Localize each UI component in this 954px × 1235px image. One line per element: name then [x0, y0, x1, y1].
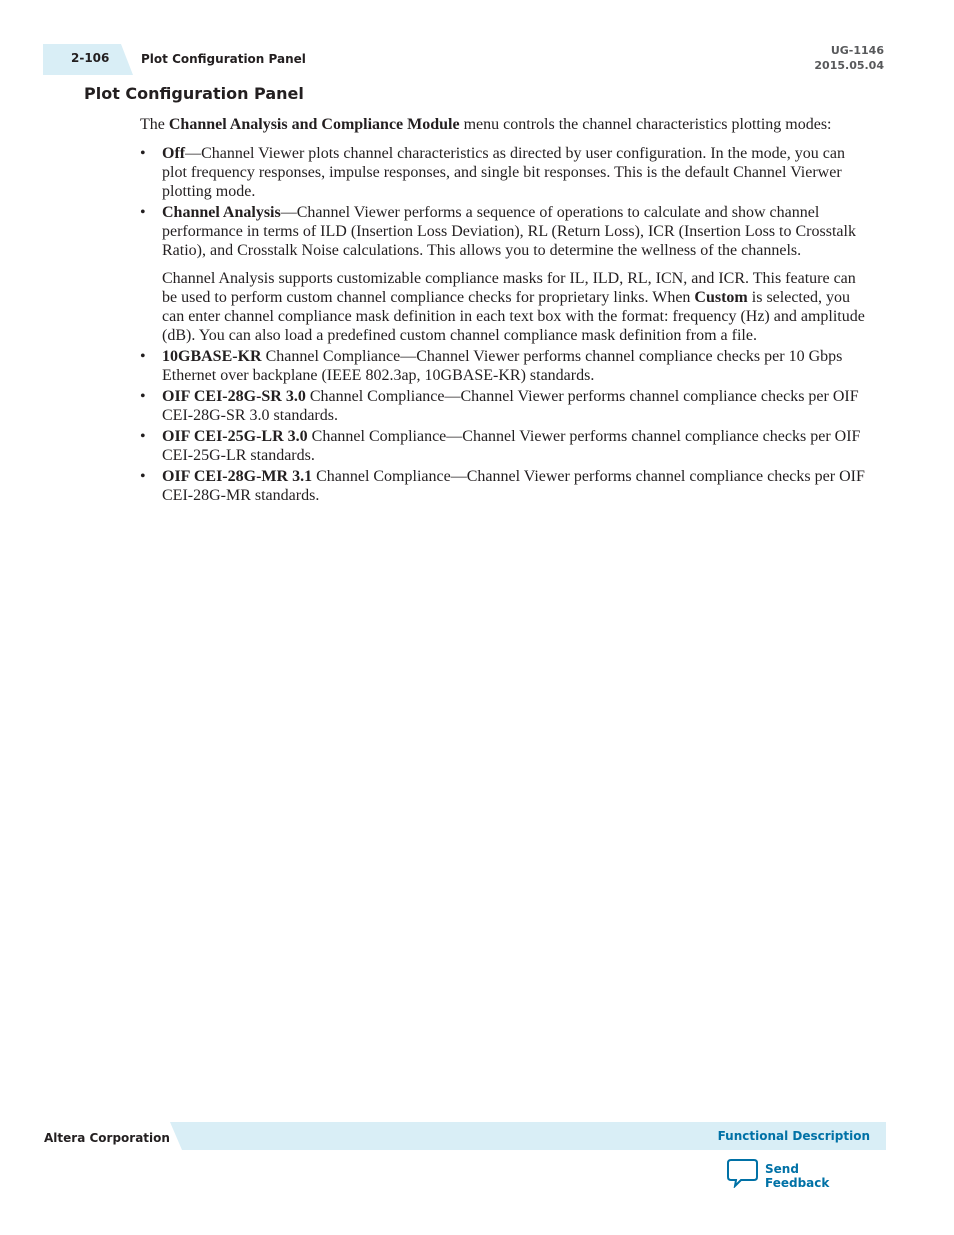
- running-title: Plot Configuration Panel: [141, 52, 306, 66]
- bullet-glyph: •: [140, 468, 146, 485]
- list-item-term: 10GBASE-KR: [162, 348, 262, 365]
- list-item-term: OIF CEI-28G-SR 3.0: [162, 388, 306, 405]
- list-item: [140, 467, 870, 505]
- doc-id: UG-1146: [830, 44, 884, 57]
- doc-date: 2015.05.04: [814, 59, 884, 72]
- subpara-pre: Channel Analysis supports customizable compliance masks for IL, ILD, RL, ICN, and ICR. This feature can be used to perform custom channel compliance checks for proprietary links. When: [162, 270, 856, 306]
- page-number: 2-106: [71, 51, 110, 65]
- speech-bubble-icon: [727, 1158, 759, 1188]
- intro-paragraph: [140, 115, 870, 134]
- list-item-term: Off: [162, 145, 186, 162]
- mode-list: [140, 144, 870, 505]
- bullet-glyph: •: [140, 428, 146, 445]
- send-feedback-link[interactable]: [727, 1158, 867, 1188]
- list-item-text: Channel Compliance—Channel Viewer performs channel compliance checks per OIF CEI-28G-SR 3.0 standards.: [162, 388, 859, 424]
- list-item-text: —Channel Viewer performs a sequence of operations to calculate and show channel performance in terms of ILD (Insertion Loss Deviation), RL (Return Loss), ICR (Insertion Loss to Crosstalk Ratio), and Crosstalk Noise calculations. This allows you to determine the wellness of the channels.: [162, 204, 856, 259]
- list-item-text: Channel Compliance—Channel Viewer performs channel compliance checks per 10 Gbps Ethernet over backplane (IEEE 802.3ap, 10GBASE-KR) standards.: [162, 348, 843, 384]
- list-item-text: Channel Compliance—Channel Viewer performs channel compliance checks per OIF CEI-25G-LR standards.: [162, 428, 861, 464]
- intro-post: menu controls the channel characteristics plotting modes:: [459, 116, 832, 133]
- list-item: [140, 203, 870, 345]
- list-item: [140, 387, 870, 425]
- send-feedback-label[interactable]: Send Feedback: [765, 1162, 830, 1190]
- list-item-subparagraph: [162, 269, 870, 345]
- bullet-glyph: •: [140, 348, 146, 365]
- footer-section-link[interactable]: Functional Description: [717, 1129, 870, 1143]
- list-item-term: OIF CEI-28G-MR 3.1: [162, 468, 313, 485]
- bullet-glyph: •: [140, 204, 146, 221]
- intro-bold: Channel Analysis and Compliance Module: [168, 116, 460, 133]
- doc-identifier: [814, 43, 884, 73]
- subpara-bold: Custom: [694, 289, 748, 306]
- section-body: [140, 115, 870, 507]
- subpara-post: is selected, you can enter channel compliance mask definition in each text box with the format: frequency (Hz) and amplitude (dB). You can also load a predefined custom channel compliance mask definition from a file.: [162, 289, 865, 344]
- footer-company: Altera Corporation: [44, 1131, 170, 1145]
- bullet-glyph: •: [140, 145, 146, 162]
- list-item: [140, 347, 870, 385]
- list-item-text: —Channel Viewer plots channel characteristics as directed by user configuration. In the mode, you can plot frequency responses, impulse responses, and single bit responses. This is the default Channel Vierwer plotting mode.: [162, 145, 845, 200]
- intro-pre: The: [140, 116, 169, 133]
- list-item-term: OIF CEI-25G-LR 3.0: [162, 428, 308, 445]
- bullet-glyph: •: [140, 388, 146, 405]
- list-item-text: Channel Compliance—Channel Viewer performs channel compliance checks per OIF CEI-28G-MR standards.: [162, 468, 865, 504]
- list-item: [140, 144, 870, 201]
- list-item: [140, 427, 870, 465]
- list-item-term: Channel Analysis: [162, 204, 281, 221]
- section-heading: Plot Configuration Panel: [84, 84, 304, 103]
